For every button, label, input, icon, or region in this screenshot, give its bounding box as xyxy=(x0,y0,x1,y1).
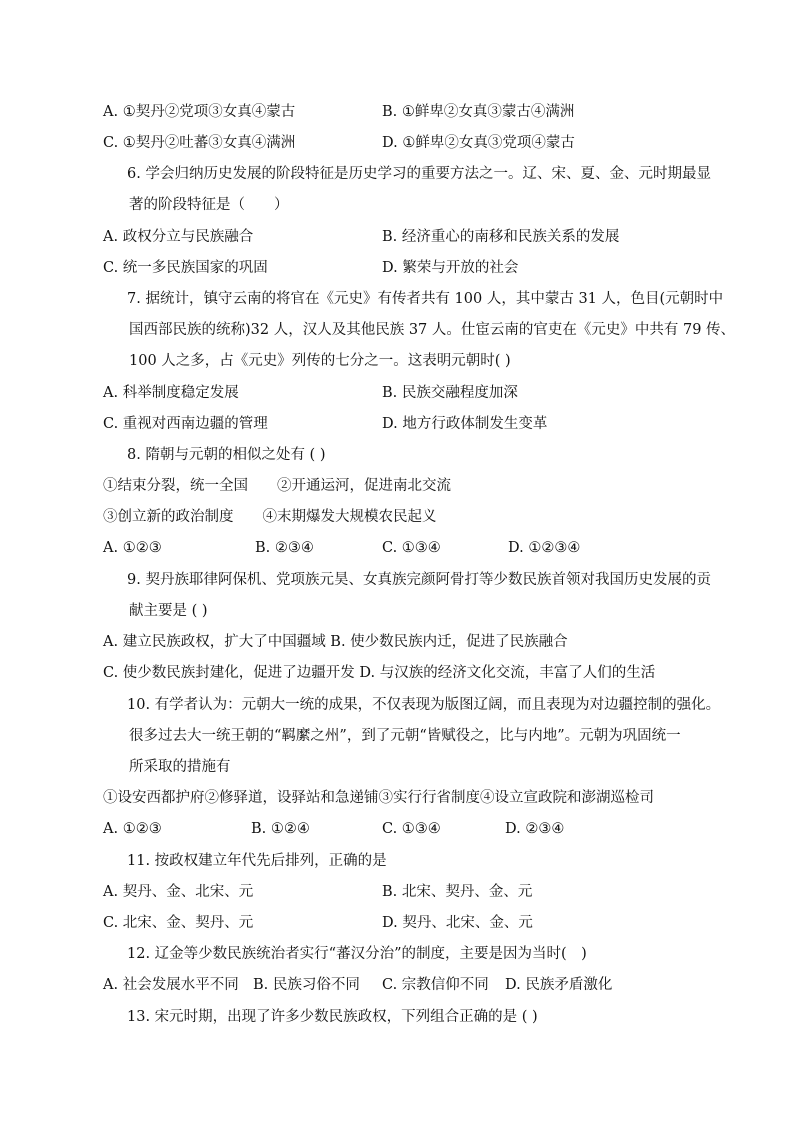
q6-options-row-2 xyxy=(103,258,703,278)
q12-option-c[interactable]: C. 宗教信仰不同 xyxy=(382,977,489,993)
q8-option-c[interactable]: C. ①③④ xyxy=(382,540,441,556)
q6-option-a[interactable]: A. 政权分立与民族融合 xyxy=(103,229,254,245)
q13-stem: 13. 宋元时期，出现了许多少数民族政权，下列组合正确的是 ( ) xyxy=(127,1009,538,1025)
q5-option-d[interactable]: D. ①鲜卑②女真③党项④蒙古 xyxy=(382,135,575,151)
q5-option-a[interactable]: A. ①契丹②党项③女真④蒙古 xyxy=(103,104,296,120)
q10-option-a[interactable]: A. ①②③ xyxy=(103,821,162,837)
q7-options-row-1 xyxy=(103,383,703,403)
q10-option-d[interactable]: D. ②③④ xyxy=(505,821,565,837)
q8-options-row xyxy=(103,538,703,558)
q7-option-b[interactable]: B. 民族交融程度加深 xyxy=(382,385,518,401)
q7-options-row-2 xyxy=(103,414,703,434)
q11-options-row-1 xyxy=(103,882,703,902)
q11-option-d[interactable]: D. 契丹、北宋、金、元 xyxy=(382,915,533,931)
q10-option-c[interactable]: C. ①③④ xyxy=(382,821,441,837)
q10-options-row xyxy=(103,819,703,839)
q7-stem-line-1: 7. 据统计，镇守云南的将官在《元史》有传者共有 100 人，其中蒙古 31 人，色目(元朝时中 xyxy=(127,291,724,307)
q9-options-line-2[interactable]: C. 使少数民族封建化，促进了边疆开发 D. 与汉族的经济文化交流，丰富了人们的生活 xyxy=(103,665,656,681)
q12-option-d[interactable]: D. 民族矛盾激化 xyxy=(505,977,613,993)
q12-option-b[interactable]: B. 民族习俗不同 xyxy=(253,977,360,993)
q7-option-c[interactable]: C. 重视对西南边疆的管理 xyxy=(103,416,268,432)
q11-option-a[interactable]: A. 契丹、金、北宋、元 xyxy=(103,884,254,900)
q11-option-c[interactable]: C. 北宋、金、契丹、元 xyxy=(103,915,254,931)
q6-stem-line-1: 6. 学会归纳历史发展的阶段特征是历史学习的重要方法之一。辽、宋、夏、金、元时期最显 xyxy=(127,166,711,182)
q10-option-b[interactable]: B. ①②④ xyxy=(251,821,310,837)
q12-option-a[interactable]: A. 社会发展水平不同 xyxy=(103,977,239,993)
q6-option-c[interactable]: C. 统一多民族国家的巩固 xyxy=(103,260,268,276)
q8-option-b[interactable]: B. ②③④ xyxy=(255,540,314,556)
q8-item-line-1: ①结束分裂，统一全国 ②开通运河，促进南北交流 xyxy=(103,478,451,494)
q7-option-d[interactable]: D. 地方行政体制发生变革 xyxy=(382,416,548,432)
q10-stem-line-3: 所采取的措施有 xyxy=(129,759,231,775)
q11-stem: 11. 按政权建立年代先后排列，正确的是 xyxy=(127,853,387,869)
q10-stem-line-2: 很多过去大一统王朝的“羁縻之州”，到了元朝“皆赋役之，比与内地”。元朝为巩固统一 xyxy=(129,728,681,744)
q5-option-b[interactable]: B. ①鲜卑②女真③蒙古④满洲 xyxy=(382,104,575,120)
q12-stem: 12. 辽金等少数民族统治者实行“蕃汉分治”的制度，主要是因为当时( ) xyxy=(127,946,587,962)
q5-options-row-2 xyxy=(103,133,703,153)
q8-item-line-2: ③创立新的政治制度 ④末期爆发大规模农民起义 xyxy=(103,509,437,525)
q10-item-line: ①设安西都护府②修驿道，设驿站和急递铺③实行行省制度④设立宣政院和澎湖巡检司 xyxy=(103,790,654,806)
q9-stem-line-2: 献主要是 ( ) xyxy=(129,603,208,619)
q6-stem-line-2: 著的阶段特征是（ ） xyxy=(129,197,289,213)
q11-option-b[interactable]: B. 北宋、契丹、金、元 xyxy=(382,884,533,900)
q8-option-a[interactable]: A. ①②③ xyxy=(103,540,162,556)
q8-option-d[interactable]: D. ①②③④ xyxy=(508,540,581,556)
q7-option-a[interactable]: A. 科举制度稳定发展 xyxy=(103,385,239,401)
q8-stem: 8. 隋朝与元朝的相似之处有 ( ) xyxy=(127,447,326,463)
q7-stem-line-3: 100 人之多，占《元史》列传的七分之一。这表明元朝时( ) xyxy=(129,353,511,369)
q11-options-row-2 xyxy=(103,913,703,933)
q6-options-row-1 xyxy=(103,227,703,247)
q9-options-line-1[interactable]: A. 建立民族政权，扩大了中国疆域 B. 使少数民族内迁，促进了民族融合 xyxy=(103,634,568,650)
q6-option-d[interactable]: D. 繁荣与开放的社会 xyxy=(382,260,519,276)
q5-options-row-1 xyxy=(103,102,703,122)
q12-options-row xyxy=(103,975,703,995)
q5-option-c[interactable]: C. ①契丹②吐蕃③女真④满洲 xyxy=(103,135,296,151)
q10-stem-line-1: 10. 有学者认为：元朝大一统的成果，不仅表现为版图辽阔，而且表现为对边疆控制的强化。 xyxy=(127,697,721,713)
q7-stem-line-2: 国西部民族的统称)32 人，汉人及其他民族 37 人。仕宦云南的官吏在《元史》中共有 79 传、 xyxy=(129,322,736,338)
q9-stem-line-1: 9. 契丹族耶律阿保机、党项族元昊、女真族完颜阿骨打等少数民族首领对我国历史发展的贡 xyxy=(127,572,711,588)
q6-option-b[interactable]: B. 经济重心的南移和民族关系的发展 xyxy=(382,229,620,245)
